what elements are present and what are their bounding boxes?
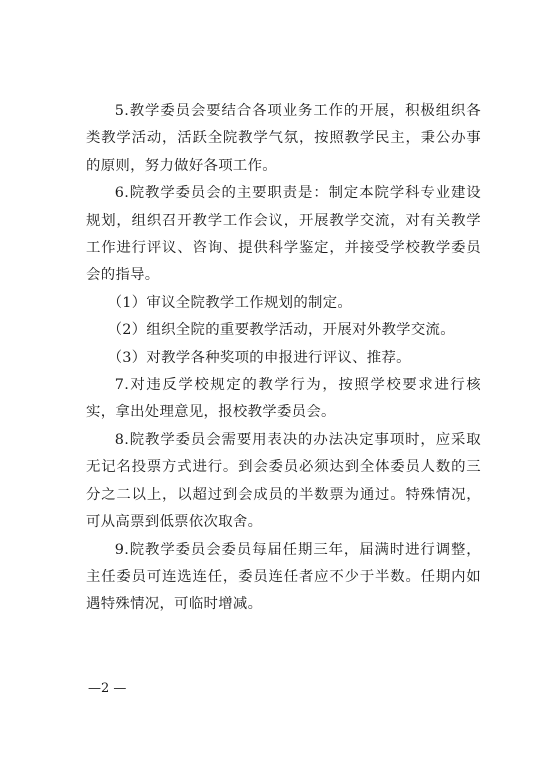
paragraph-7: 7.对违反学校规定的教学行为，按照学校要求进行核实，拿出处理意见，报校教学委员会。 bbox=[86, 377, 481, 421]
paragraph-6-item-2: （2）组织全院的重要教学活动，开展对外教学交流。 bbox=[107, 322, 455, 339]
paragraph-5: 5.教学委员会要结合各项业务工作的开展，积极组织各类教学活动，活跃全院教学气氛，按照教学民主，秉公办事的原则，努力做好各项工作。 bbox=[86, 103, 481, 174]
page-number: —2 — bbox=[88, 681, 127, 696]
paragraph-6: 6.院教学委员会的主要职责是：制定本院学科专业建设规划，组织召开教学工作会议，开展教学交流，对有关教学工作进行评议、咨询、提供科学鉴定，并接受学校教学委员会的指导。 bbox=[86, 185, 481, 284]
document-body bbox=[86, 98, 481, 619]
paragraph-8: 8.院教学委员会需要用表决的办法决定事项时，应采取无记名投票方式进行。到会委员必须达到全体委员人数的三分之二以上，以超过到会成员的半数票为通过。特殊情况，可从高票到低票依次取舍。 bbox=[86, 431, 481, 531]
paragraph-6-item-3: （3）对教学各种奖项的申报进行评议、推荐。 bbox=[107, 349, 411, 366]
paragraph-9: 9.院教学委员会委员每届任期三年，届满时进行调整，主任委员可连选连任，委员连任者应不少于半数。任期内如遇特殊情况，可临时增减。 bbox=[86, 541, 481, 613]
paragraph-6-item-1: （1）审议全院教学工作规划的制定。 bbox=[107, 294, 353, 311]
